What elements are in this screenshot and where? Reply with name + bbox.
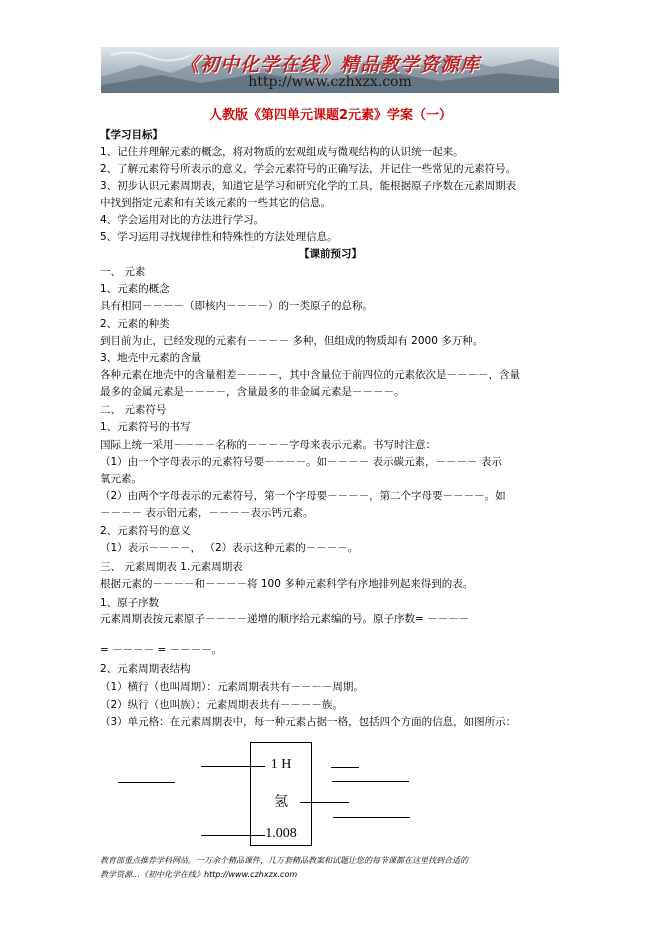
banner-title: 《初中化学在线》精品教学资源库	[179, 54, 480, 76]
text-line-g1: 1、记住并理解元素的概念，将对物质的宏观组成与微观结构的认识统一起来。	[100, 146, 464, 158]
text-line-s3a: 根据元素的－－－－和－－－－将 100 多种元素科学有序地排列起来得到的表。	[100, 578, 474, 590]
text-line-g4: 4、学会运用对比的方法进行学习。	[100, 214, 265, 226]
text-line-s3_2b: （2）纵行（也叫族）：元素周期表共有－－－－族。	[100, 699, 343, 711]
text-line-s2_2a: （1）表示－－－－， （2）表示这种元素的－－－－。	[100, 542, 359, 554]
text-line-s1_3: 3、地壳中元素的含量	[100, 352, 202, 364]
banner-url[interactable]: http://www.czhxzx.com	[248, 74, 412, 90]
text-line-g3b: 中找到指定元素和有关该元素的一些其它的信息。	[100, 197, 331, 209]
text-line-s1_3a: 各种元素在地壳中的含量相差－－－－，其中含量位于前四位的元素依次是－－－－，含量	[100, 369, 520, 381]
text-line-g2: 2、了解元素符号所表示的意义，学会元素符号的正确写法，并记住一些常见的元素符号。	[100, 163, 517, 175]
text-line-s1_1a: 具有相同－－－－（即核内－－－－）的一类原子的总称。	[100, 300, 373, 312]
element-mass: 1.008	[265, 826, 297, 841]
text-line-s3: 三、 元素周期表 1.元素周期表	[100, 561, 243, 573]
answer-blank-right-top	[332, 781, 409, 782]
answer-blank-left-top	[118, 782, 175, 783]
answer-blank-right-bottom	[333, 817, 410, 818]
text-line-s2_2: 2、元素符号的意义	[100, 525, 191, 537]
pointer-line-mass	[201, 835, 265, 836]
text-line-s2_1a: 国际上统一采用－－－－名称的－－－－字母来表示元素。书写时注意：	[100, 439, 436, 451]
element-name: 氢	[274, 795, 288, 810]
text-line-pre_h: 【课前预习】	[299, 248, 362, 260]
pointer-line-symbol	[331, 767, 359, 768]
text-line-s2_1e: －－－－ 表示铝元素，－－－－表示钙元素。	[100, 507, 314, 519]
text-line-s1_3b: 最多的金属元素是－－－－，含量最多的非金属元素是－－－－。	[100, 386, 405, 398]
text-line-s3_1b: = －－－－ = －－－－。	[100, 644, 223, 656]
text-line-s1: 一、 元素	[100, 266, 146, 278]
footer-line-1: 教育部重点推荐学科网站。一万余个精品课件，几万套精品教案和试题让您的每节课都在这里找到合适的	[100, 856, 468, 865]
element-number-symbol: 1 H	[270, 757, 292, 772]
text-line-s3_2a: （1）横行（也叫周期）：元素周期表共有－－－－周期。	[100, 681, 364, 693]
text-line-s2_1b: （1）由一个字母表示的元素符号要－－－－。如－－－－ 表示碳元素，－－－－ 表示	[100, 456, 502, 468]
text-line-g5: 5、学习运用寻找规律性和特殊性的方法处理信息。	[100, 231, 338, 243]
text-line-g3a: 3、初步认识元素周期表，知道它是学习和研究化学的工具，能根据原子序数在元素周期表	[100, 180, 517, 192]
text-line-s3_1a: 元素周期表按元素原子－－－－递增的顺序给元素编的号。原子序数= －－－－	[100, 613, 470, 625]
text-line-s1_2: 2、元素的种类	[100, 318, 170, 330]
text-line-s1_2a: 到目前为止，已经发现的元素有－－－－ 多种，但组成的物质却有 2000 多万种。	[100, 335, 484, 347]
text-line-s3_2c: （3）单元格：在元素周期表中，每一种元素占据一格，包括四个方面的信息，如图所示：	[100, 716, 517, 728]
text-line-s2: 二、 元素符号	[100, 404, 167, 416]
text-line-s3_2: 2、元素周期表结构	[100, 663, 191, 675]
text-line-s3_1: 1、原子序数	[100, 597, 160, 609]
banner	[101, 47, 559, 93]
page-title: 人教版《第四单元课题2元素》学案（一）	[208, 108, 453, 123]
element-cell	[250, 742, 312, 846]
footer-line-2: 教学资源…《初中化学在线》http://www.czhxzx.com	[100, 870, 298, 879]
text-line-s2_1c: 氧元素。	[100, 473, 142, 485]
pointer-line-number	[201, 766, 265, 767]
pointer-line-name	[300, 802, 349, 803]
text-line-s2_1: 1、元素符号的书写	[100, 421, 191, 433]
text-line-s1_1: 1、元素的概念	[100, 283, 170, 295]
text-line-s2_1d: （2）由两个字母表示的元素符号，第一个字母要－－－－，第二个字母要－－－－。如	[100, 490, 506, 502]
text-line-goals_h: 【学习目标】	[100, 129, 163, 141]
